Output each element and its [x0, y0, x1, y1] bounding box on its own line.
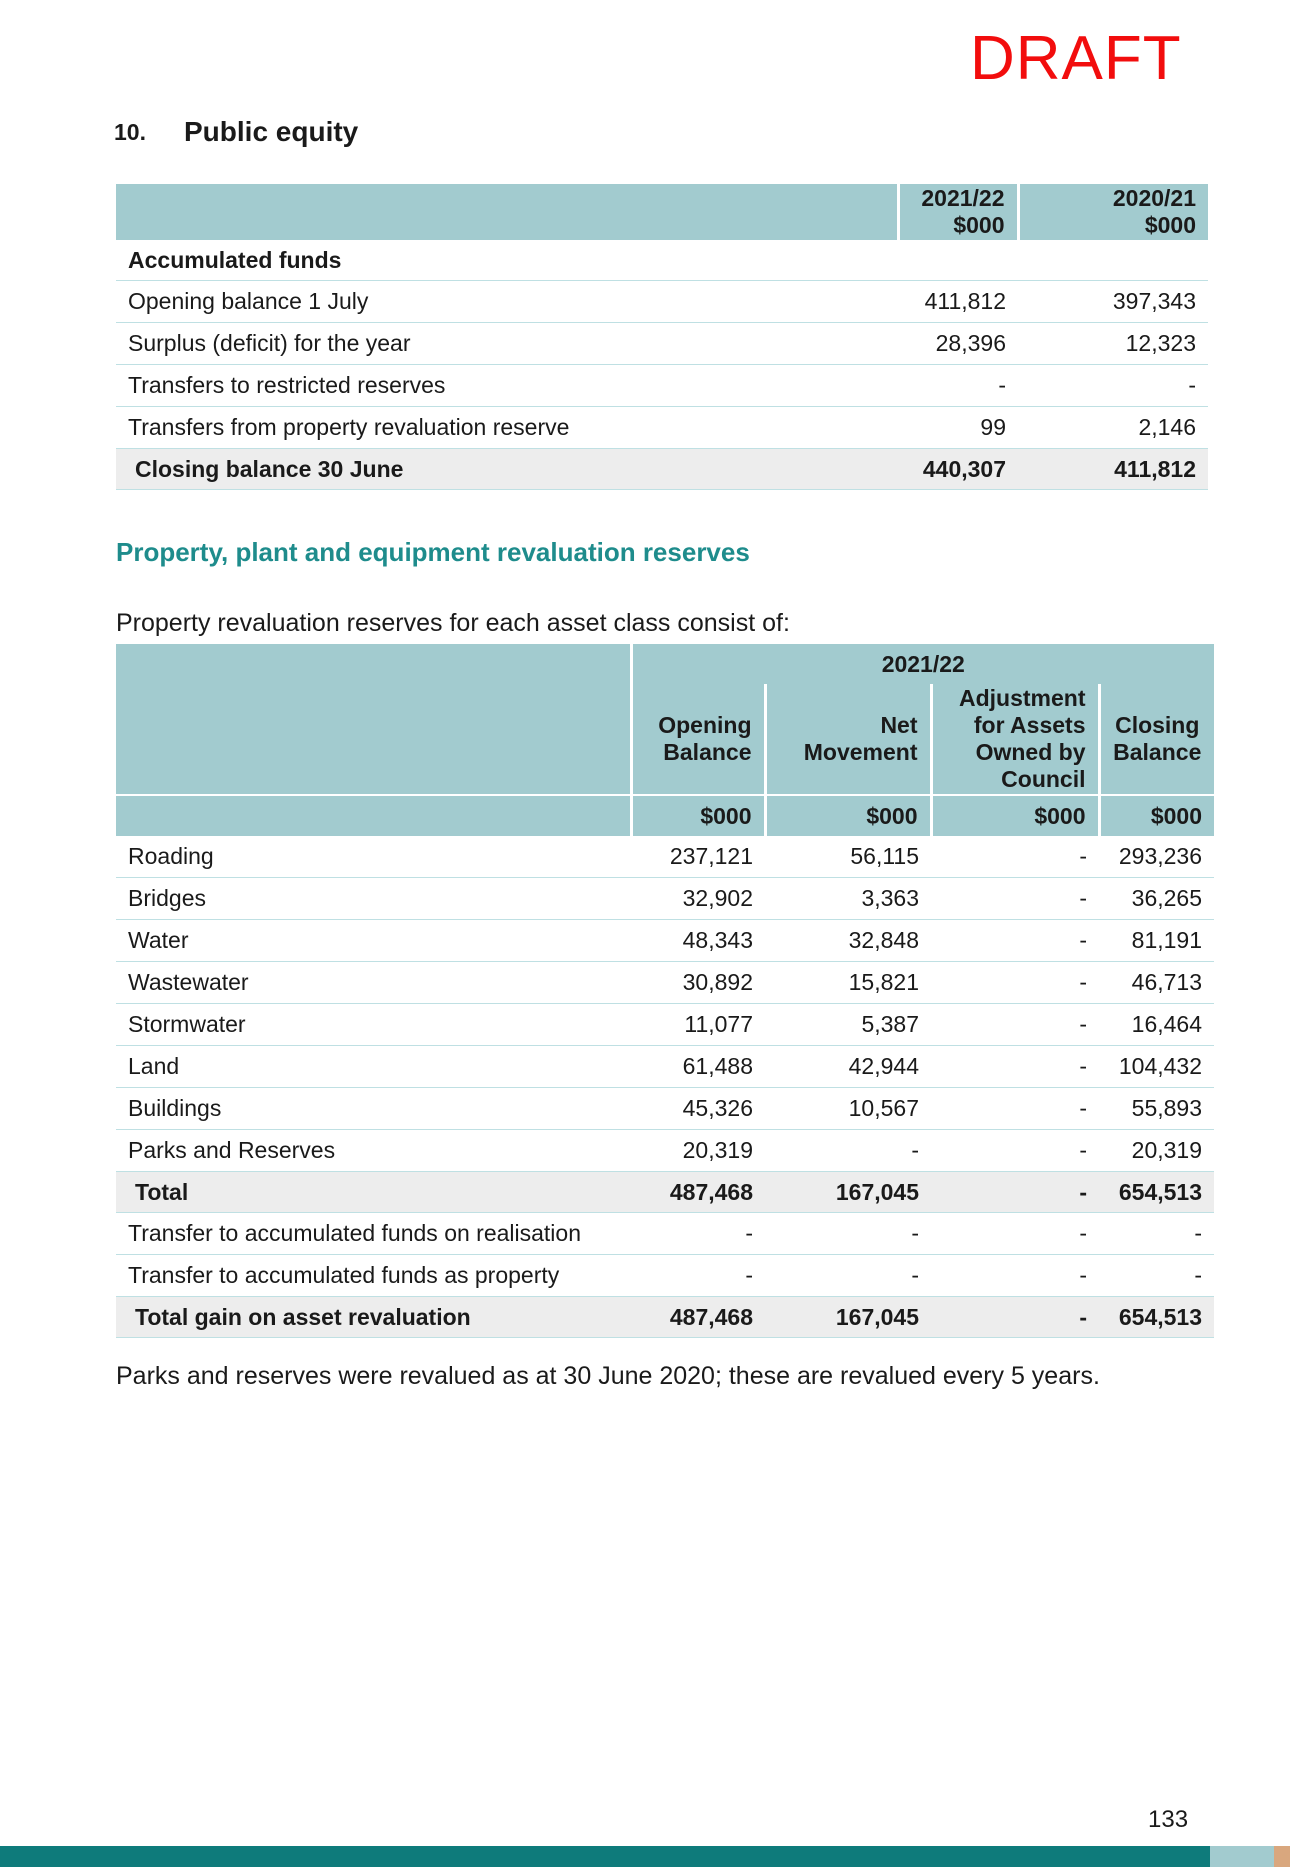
row-value-2020-21: 397,343 [1018, 281, 1208, 323]
table-row [116, 407, 1208, 449]
row-label: Parks and Reserves [116, 1130, 631, 1172]
reserves-intro: Property revaluation reserves for each asset class consist of: [116, 609, 790, 637]
table-row [116, 365, 1208, 407]
row-value: 10,567 [765, 1088, 931, 1130]
row-label: Transfer to accumulated funds on realisation [116, 1213, 631, 1255]
footer-bar-light [1210, 1846, 1274, 1867]
row-label: Transfers to restricted reserves [116, 365, 898, 407]
total-value-2020-21: 411,812 [1018, 449, 1208, 490]
column-header-line: Owned by [975, 739, 1086, 765]
total-value: 654,513 [1099, 1172, 1214, 1213]
grand-total-value: 487,468 [631, 1297, 765, 1338]
column-header-line: Balance [663, 739, 752, 765]
table-header-row [116, 184, 1208, 240]
reserves-heading: Property, plant and equipment revaluation reserves [116, 537, 750, 567]
total-value: 167,045 [765, 1172, 931, 1213]
row-value: - [931, 1255, 1099, 1297]
row-value: - [765, 1213, 931, 1255]
row-value: 32,902 [631, 878, 765, 920]
row-value: - [931, 1088, 1099, 1130]
header-blank-cell [116, 795, 631, 836]
unit-header: $000 [765, 795, 931, 836]
total-label: Total [116, 1172, 631, 1213]
unit-header: $000 [931, 795, 1099, 836]
row-value: 30,892 [631, 962, 765, 1004]
row-value: 48,343 [631, 920, 765, 962]
row-value: 237,121 [631, 836, 765, 878]
row-value: 3,363 [765, 878, 931, 920]
column-unit: $000 [1144, 212, 1196, 238]
row-label: Land [116, 1046, 631, 1088]
row-label: Wastewater [116, 962, 631, 1004]
row-value: - [765, 1130, 931, 1172]
row-value: 11,077 [631, 1004, 765, 1046]
header-blank-cell [116, 684, 631, 795]
row-value: 61,488 [631, 1046, 765, 1088]
total-value: 487,468 [631, 1172, 765, 1213]
section-heading [114, 112, 358, 152]
row-label: Roading [116, 836, 631, 878]
row-value: 32,848 [765, 920, 931, 962]
row-label: Stormwater [116, 1004, 631, 1046]
table-row [116, 920, 1214, 962]
row-value: 5,387 [765, 1004, 931, 1046]
table-row [116, 1046, 1214, 1088]
table-row [116, 1255, 1214, 1297]
row-label: Bridges [116, 878, 631, 920]
table-unit-header-row [116, 795, 1214, 836]
row-value: 46,713 [1099, 962, 1214, 1004]
row-value-2020-21: 2,146 [1018, 407, 1208, 449]
page-number: 133 [1148, 1806, 1189, 1833]
unit-header: $000 [1099, 795, 1214, 836]
table-total-row [116, 449, 1208, 490]
table-row [116, 836, 1214, 878]
row-value: - [931, 962, 1099, 1004]
section-number: 10. [114, 118, 146, 145]
public-equity-table [116, 184, 1208, 490]
column-year: 2020/21 [1112, 185, 1196, 211]
column-header-line: for Assets [973, 712, 1086, 738]
row-value: - [1099, 1255, 1214, 1297]
header-blank-cell [116, 184, 898, 240]
header-blank-cell [116, 644, 631, 684]
column-header-line: Net [880, 712, 918, 738]
row-value: 56,115 [765, 836, 931, 878]
grand-total-value: - [931, 1297, 1099, 1338]
row-value-2021-22: 28,396 [898, 323, 1018, 365]
column-header-2020-21 [1018, 184, 1208, 240]
row-value: 15,821 [765, 962, 931, 1004]
column-year: 2021/22 [921, 185, 1005, 211]
grand-total-value: 167,045 [765, 1297, 931, 1338]
row-label: Transfers from property revaluation reserve [116, 407, 898, 449]
column-header-closing-balance [1099, 684, 1214, 795]
section-title: Public equity [184, 116, 359, 147]
column-header-line: Council [1001, 766, 1086, 792]
column-header-opening-balance [631, 684, 765, 795]
row-value: 104,432 [1099, 1046, 1214, 1088]
total-value-2021-22: 440,307 [898, 449, 1018, 490]
row-value: - [1099, 1213, 1214, 1255]
unit-header: $000 [631, 795, 765, 836]
table-total-row [116, 1172, 1214, 1213]
table-row [116, 1213, 1214, 1255]
table-year-header-row [116, 644, 1214, 684]
grand-total-value: 654,513 [1099, 1297, 1214, 1338]
row-value: - [931, 836, 1099, 878]
row-value: 81,191 [1099, 920, 1214, 962]
table-grand-total-row [116, 1297, 1214, 1338]
row-value: 293,236 [1099, 836, 1214, 878]
column-header-line: Closing [1115, 712, 1200, 738]
draft-watermark: DRAFT [970, 24, 1182, 93]
row-value: - [631, 1213, 765, 1255]
column-header-line: Balance [1113, 739, 1202, 765]
column-header-2021-22 [898, 184, 1018, 240]
table-row [116, 1130, 1214, 1172]
column-header-line: Adjustment [959, 685, 1086, 711]
table-row [116, 962, 1214, 1004]
row-value: - [931, 878, 1099, 920]
footer-bar [0, 1846, 1210, 1867]
column-header-adjustment [931, 684, 1099, 795]
revaluation-reserves-table [116, 644, 1214, 1338]
total-value: - [931, 1172, 1099, 1213]
row-value: 20,319 [1099, 1130, 1214, 1172]
row-value: - [931, 1004, 1099, 1046]
row-value: 45,326 [631, 1088, 765, 1130]
table-column-header-row [116, 684, 1214, 795]
table-row [116, 281, 1208, 323]
column-header-net-movement [765, 684, 931, 795]
row-value-2020-21: - [1018, 365, 1208, 407]
row-value: - [765, 1255, 931, 1297]
row-value: - [931, 1046, 1099, 1088]
footer-bar-accent [1274, 1846, 1290, 1867]
table-row [116, 878, 1214, 920]
row-value: 55,893 [1099, 1088, 1214, 1130]
row-value-2021-22: - [898, 365, 1018, 407]
column-header-line: Opening [658, 712, 752, 738]
table-row [116, 1004, 1214, 1046]
revaluation-note: Parks and reserves were revalued as at 30 June 2020; these are revalued every 5 years. [116, 1362, 1100, 1390]
table-subheading-row [116, 240, 1208, 281]
row-value: - [931, 1130, 1099, 1172]
row-value: - [931, 1213, 1099, 1255]
row-label: Opening balance 1 July [116, 281, 898, 323]
row-value: 36,265 [1099, 878, 1214, 920]
row-value: 20,319 [631, 1130, 765, 1172]
row-value-2021-22: 99 [898, 407, 1018, 449]
row-value-2020-21: 12,323 [1018, 323, 1208, 365]
total-label: Closing balance 30 June [116, 449, 898, 490]
row-label: Surplus (deficit) for the year [116, 323, 898, 365]
row-value-2021-22: 411,812 [898, 281, 1018, 323]
row-label: Transfer to accumulated funds as property [116, 1255, 631, 1297]
row-value: 42,944 [765, 1046, 931, 1088]
row-label: Water [116, 920, 631, 962]
row-value: - [931, 920, 1099, 962]
column-unit: $000 [953, 212, 1005, 238]
column-header-line: Movement [803, 739, 918, 765]
row-value: - [631, 1255, 765, 1297]
table-row [116, 1088, 1214, 1130]
grand-total-label: Total gain on asset revaluation [116, 1297, 631, 1338]
year-header: 2021/22 [631, 644, 1214, 684]
row-value: 16,464 [1099, 1004, 1214, 1046]
subheading-accumulated-funds: Accumulated funds [116, 240, 1208, 281]
table-row [116, 323, 1208, 365]
row-label: Buildings [116, 1088, 631, 1130]
